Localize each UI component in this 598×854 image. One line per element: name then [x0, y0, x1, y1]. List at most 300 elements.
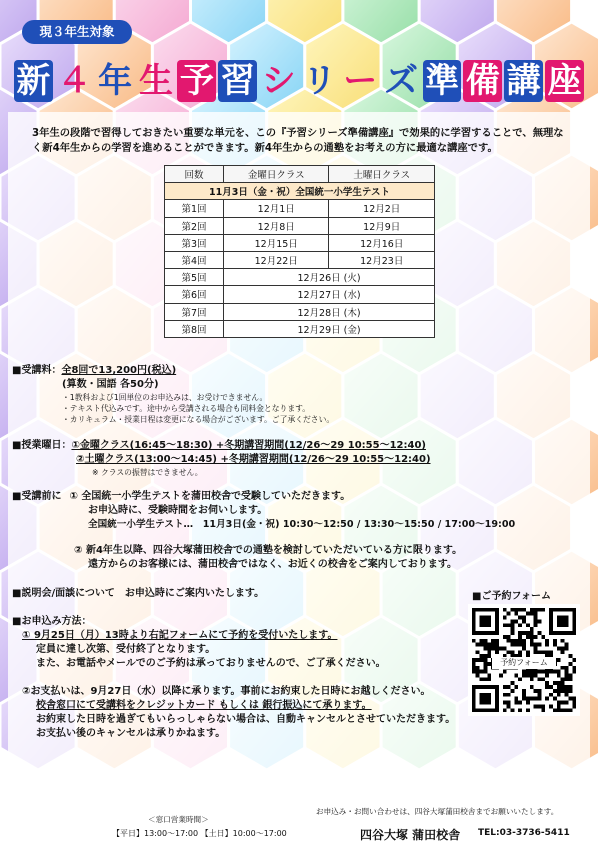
qr-module: [561, 689, 565, 693]
qr-module: [507, 693, 511, 697]
date-cell: 12月2日: [329, 200, 435, 217]
qr-module: [522, 674, 526, 678]
qr-module: [530, 643, 534, 647]
table-row: [165, 234, 435, 251]
qr-module: [534, 650, 538, 654]
qr-module: [545, 643, 549, 647]
qr-module: [530, 608, 534, 612]
qr-module: [565, 701, 569, 705]
qr-module: [514, 639, 518, 643]
qr-module: [553, 689, 557, 693]
qr-module: [534, 643, 538, 647]
qr-module: [534, 689, 538, 693]
target-badge: 現３年生対象: [22, 20, 132, 44]
qr-module: [553, 643, 557, 647]
session-cell: 第7回: [165, 303, 224, 320]
header-cell: 土曜日クラス: [329, 166, 435, 183]
qr-module: [476, 670, 480, 674]
qr-module: [483, 662, 487, 666]
qr-module: [472, 666, 476, 670]
qr-module: [495, 639, 499, 643]
before-section: [12, 490, 572, 572]
qr-module: [541, 608, 545, 612]
session-cell: 第5回: [165, 269, 224, 286]
title-char: ズ: [384, 61, 419, 101]
qr-module: [514, 619, 518, 623]
table-row: [165, 251, 435, 268]
qr-module: [568, 654, 572, 658]
qr-module: [553, 708, 557, 712]
qr-module: [487, 662, 491, 666]
special-event-cell: 11月3日（金・祝）全国統一小学生テスト: [165, 183, 435, 200]
qr-module: [483, 670, 487, 674]
title-char: リ: [302, 61, 337, 101]
qr-module: [503, 685, 507, 689]
qr-module: [480, 654, 484, 658]
fee-value: 全8回で13,200円(税込): [61, 365, 177, 376]
qr-module: [526, 697, 530, 701]
qr-module: [553, 639, 557, 643]
apply-section: [12, 615, 462, 741]
fee-note: ・テキスト代込みです。途中から受講される場合も同料金となります。: [62, 404, 311, 413]
table-row: [165, 286, 435, 303]
qr-module: [510, 623, 514, 627]
qr-module: [476, 643, 480, 647]
qr-module: [572, 697, 576, 701]
qr-module: [530, 670, 534, 674]
qr-module: [534, 670, 538, 674]
table-row: [165, 320, 435, 337]
qr-module: [526, 631, 530, 635]
qr-module: [538, 670, 542, 674]
qr-module: [507, 639, 511, 643]
qr-module: [480, 658, 484, 662]
qr-module: [534, 697, 538, 701]
qr-module: [480, 639, 484, 643]
qr-module: [514, 701, 518, 705]
qr-module: [545, 670, 549, 674]
qr-module: [495, 643, 499, 647]
apply-step-1-detail: 定員に達し次第、受付終了となります。: [36, 644, 216, 655]
qr-module: [568, 674, 572, 678]
qr-module: [541, 635, 545, 639]
qr-module: [522, 693, 526, 697]
qr-module: [518, 650, 522, 654]
qr-module: [545, 697, 549, 701]
qr-module: [530, 639, 534, 643]
qr-module: [518, 708, 522, 712]
date-cell: 12月15日: [224, 234, 329, 251]
qr-module: [557, 646, 561, 650]
qr-module: [518, 643, 522, 647]
qr-module: [565, 670, 569, 674]
qr-module: [518, 616, 522, 620]
qr-module: [503, 670, 507, 674]
qr-module: [491, 639, 495, 643]
qr-module: [565, 674, 569, 678]
qr-module: [565, 693, 569, 697]
qr-module: [538, 608, 542, 612]
date-cell: 12月22日: [224, 251, 329, 268]
intro-text: 3年生の段階で習得しておきたい重要な単元を、この『予習シリーズ準備講座』で効果的に学習することで、無理なく新4年生からの学習を進めることができます。新4年生からの通塾をお考えの方に最適な講座です。: [32, 127, 564, 154]
qr-module: [557, 708, 561, 712]
qr-module: [545, 685, 549, 689]
qr-module: [545, 650, 549, 654]
qr-module: [487, 677, 491, 681]
qr-module: [530, 635, 534, 639]
qr-module: [514, 643, 518, 647]
qr-module: [568, 677, 572, 681]
qr-module: [518, 639, 522, 643]
qr-module: [565, 666, 569, 670]
qr-module: [472, 658, 476, 662]
qr-module: [472, 662, 476, 666]
qr-module: [530, 677, 534, 681]
date-cell: 12月27日 (水): [224, 286, 435, 303]
apply-step-1: ① 9月25日（月）13時より右記フォームにて予約を受付いたします。: [22, 630, 338, 641]
qr-module: [483, 654, 487, 658]
qr-module: [510, 681, 514, 685]
qr-module: [510, 650, 514, 654]
qr-module: [553, 681, 557, 685]
qr-module: [530, 685, 534, 689]
apply-payment: 校舎窓口にて受講料をクレジットカード もしくは 銀行振込にて承ります。: [36, 700, 372, 711]
qr-module: [514, 697, 518, 701]
qr-module: [565, 708, 569, 712]
qr-module: [483, 677, 487, 681]
qr-module: [522, 646, 526, 650]
session-cell: 第2回: [165, 217, 224, 234]
qr-module: [526, 701, 530, 705]
qr-module: [499, 674, 503, 678]
qr-module: [480, 693, 492, 705]
title-char: ー: [343, 61, 378, 101]
qr-module: [491, 643, 495, 647]
phone-number: TEL:03-3736-5411: [478, 828, 570, 838]
qr-module: [557, 689, 561, 693]
qr-module: [541, 650, 545, 654]
qr-module: [572, 701, 576, 705]
qr-module: [530, 674, 534, 678]
qr-module: [534, 635, 538, 639]
qr-module: [549, 670, 553, 674]
qr-module: [568, 708, 572, 712]
school-name: 四谷大塚 蒲田校舎: [360, 828, 461, 842]
title-char: 講: [504, 60, 543, 102]
qr-module: [507, 623, 511, 627]
qr-module: [538, 643, 542, 647]
test-times: 全国統一小学生テスト… 11月3日(金・祝) 10:30～12:50 / 13:30～15:50 / 17:00～19:00: [88, 519, 516, 530]
qr-module: [530, 627, 534, 631]
qr-module: [557, 658, 561, 662]
qr-module: [507, 635, 511, 639]
qr-module: [565, 677, 569, 681]
qr-module: [518, 631, 522, 635]
qr-module: [526, 670, 530, 674]
qr-module: [476, 650, 480, 654]
qr-module: [480, 616, 492, 628]
date-cell: 12月28日 (木): [224, 303, 435, 320]
qr-module: [545, 681, 549, 685]
qr-module: [510, 639, 514, 643]
qr-module: [522, 616, 526, 620]
qr-module: [476, 658, 480, 662]
before-point-2: ② 新4年生以降、四谷大塚蒲田校舎での通塾を検討していただいている方に限ります。: [74, 545, 463, 556]
qr-module: [518, 701, 522, 705]
qr-module: [472, 670, 476, 674]
office-hours: 【平日】13:00～17:00 【土日】10:00～17:00: [112, 829, 287, 838]
qr-module: [476, 674, 480, 678]
qr-module: [557, 670, 561, 674]
qr-module: [483, 658, 487, 662]
qr-module: [565, 689, 569, 693]
qr-module: [487, 643, 491, 647]
qr-module: [538, 697, 542, 701]
qr-module: [518, 608, 522, 612]
qr-module: [522, 689, 526, 693]
qr-module: [557, 685, 561, 689]
qr-module: [526, 635, 530, 639]
classday-label: ■授業曜日：: [12, 440, 72, 451]
apply-step-2: ②お支払いは、9月27日（水）以降に承ります。事前にお約束した日時にお越しください。: [22, 686, 431, 697]
qr-module: [568, 689, 572, 693]
qr-module: [518, 635, 522, 639]
session-cell: 第8回: [165, 320, 224, 337]
qr-module: [480, 643, 484, 647]
qr-module: [572, 670, 576, 674]
qr-module: [530, 697, 534, 701]
qr-module: [507, 685, 511, 689]
qr-module: [518, 623, 522, 627]
fee-section: [12, 364, 572, 425]
title-char: 準: [423, 60, 462, 102]
qr-module: [572, 658, 576, 662]
header-cell: 金曜日クラス: [224, 166, 329, 183]
before-point-1: ① 全国統一小学生テストを蒲田校舎で受験していただきます。: [69, 491, 351, 502]
qr-module: [510, 631, 514, 635]
session-cell: 第4回: [165, 251, 224, 268]
qr-module: [487, 646, 491, 650]
qr-module: [530, 612, 534, 616]
qr-module: [510, 627, 514, 631]
fee-note: ・カリキュラム・授業日程は変更になる場合がございます。ご了承ください。: [62, 415, 335, 424]
qr-module: [514, 674, 518, 678]
qr-module: [538, 619, 542, 623]
qr-module: [557, 616, 569, 628]
qr-module: [503, 701, 507, 705]
fee-label: ■受講料：: [12, 365, 62, 376]
qr-module: [487, 650, 491, 654]
qr-module: [495, 650, 499, 654]
page-title: [14, 60, 584, 106]
before-point-2-detail: 遠方からのお客様には、蒲田校舎ではなく、お近くの校舎をご案内しております。: [88, 559, 457, 570]
qr-module: [526, 708, 530, 712]
date-cell: 12月23日: [329, 251, 435, 268]
qr-module: [534, 704, 538, 708]
qr-module: [541, 704, 545, 708]
date-cell: 12月16日: [329, 234, 435, 251]
fee-subjects: (算数・国語 各50分): [62, 379, 159, 390]
qr-module: [514, 685, 518, 689]
qr-module: [541, 708, 545, 712]
qr-module: [534, 674, 538, 678]
classday-saturday: ②土曜クラス(13:00～14:45) +冬期講習期間(12/26～29 10:55～12:40): [76, 454, 431, 465]
qr-module: [522, 639, 526, 643]
qr-module: [522, 670, 526, 674]
title-char: 新: [14, 60, 53, 102]
title-char: 年: [98, 61, 133, 101]
qr-module: [483, 646, 487, 650]
qr-module: [483, 643, 487, 647]
qr-module: [480, 677, 484, 681]
qr-module: [538, 689, 542, 693]
session-cell: 第3回: [165, 234, 224, 251]
table-row: [165, 200, 435, 217]
qr-module: [514, 612, 518, 616]
qr-module: [572, 666, 576, 670]
qr-module: [499, 646, 503, 650]
qr-module: [553, 697, 557, 701]
qr-module: [549, 685, 553, 689]
qr-module: [561, 681, 565, 685]
contact-note: お申込み・お問い合わせは、四谷大塚蒲田校舎までお願いいたします。: [316, 807, 559, 816]
qr-module: [526, 623, 530, 627]
qr-module: [557, 704, 561, 708]
qr-module: [538, 677, 542, 681]
qr-module: [534, 616, 538, 620]
session-cell: 第6回: [165, 286, 224, 303]
qr-module: [510, 689, 514, 693]
qr-module: [538, 704, 542, 708]
title-char: 予: [177, 60, 216, 102]
classday-note: ※ クラスの振替はできません。: [92, 468, 203, 477]
classday-section: [12, 439, 572, 478]
qr-module: [553, 670, 557, 674]
qr-module: [541, 670, 545, 674]
classday-friday: ①金曜クラス(16:45～18:30) +冬期講習期間(12/26～29 10:55～12:40): [71, 440, 426, 451]
qr-module: [507, 650, 511, 654]
qr-module: [545, 639, 549, 643]
title-char: 備: [463, 60, 502, 102]
hours-title: ＜窓口営業時間＞: [148, 815, 209, 824]
qr-module: [503, 616, 507, 620]
date-cell: 12月26日 (火): [224, 269, 435, 286]
qr-module: [557, 674, 561, 678]
before-label: ■受講前に: [12, 491, 62, 502]
fee-note: ・1教科および1回単位のお申込みは、お受けできません。: [62, 393, 268, 402]
qr-module: [510, 708, 514, 712]
qr-module: [538, 650, 542, 654]
qr-module: [572, 704, 576, 708]
special-event-row: [165, 183, 435, 200]
qr-module: [503, 608, 507, 612]
qr-module: [514, 608, 518, 612]
briefing-line: ■説明会/面談について お申込時にご案内いたします。: [12, 588, 265, 599]
qr-module: [549, 693, 553, 697]
qr-module: [491, 646, 495, 650]
qr-module: [495, 646, 499, 650]
date-cell: 12月29日 (金): [224, 320, 435, 337]
apply-cancel-rule: お約束した日時を過ぎてもいらっしゃらない場合は、自動キャンセルとさせていただきます。: [36, 714, 456, 725]
before-point-1-detail: お申込時に、受験時間をお伺いします。: [88, 505, 268, 516]
qr-module: [480, 670, 484, 674]
qr-module: [568, 685, 572, 689]
qr-module: [565, 685, 569, 689]
title-char: ４: [57, 61, 92, 101]
qr-module: [565, 646, 569, 650]
qr-module: [487, 654, 491, 658]
qr-module: [472, 639, 476, 643]
header-cell: 回数: [165, 166, 224, 183]
qr-module: [549, 650, 553, 654]
qr-module: [510, 608, 514, 612]
qr-module: [534, 608, 538, 612]
qr-title: ■ご予約フォーム: [472, 591, 551, 602]
qr-module: [538, 693, 542, 697]
qr-module: [522, 619, 526, 623]
date-cell: 12月9日: [329, 217, 435, 234]
qr-module: [545, 674, 549, 678]
qr-module: [534, 646, 538, 650]
qr-module: [561, 677, 565, 681]
qr-module: [483, 666, 487, 670]
qr-module: [568, 697, 572, 701]
table-row: [165, 269, 435, 286]
qr-module: [476, 666, 480, 670]
qr-module: [565, 643, 569, 647]
title-char: 生: [139, 61, 173, 101]
qr-module: [530, 631, 534, 635]
qr-module: [503, 623, 507, 627]
qr-module: [503, 693, 507, 697]
title-char: 習: [218, 60, 257, 102]
table-row: [165, 303, 435, 320]
session-cell: 第1回: [165, 200, 224, 217]
qr-module: [483, 639, 487, 643]
qr-module: [534, 623, 538, 627]
qr-module: [561, 650, 565, 654]
qr-module: [557, 693, 561, 697]
date-cell: 12月8日: [224, 217, 329, 234]
apply-step-1-note: また、お電話やメールでのご予約は承っておりませんので、ご了承ください。: [36, 658, 386, 669]
qr-module: [561, 708, 565, 712]
qr-module: [561, 666, 565, 670]
schedule-table: [164, 165, 435, 338]
qr-module: [561, 639, 565, 643]
qr-module: [526, 674, 530, 678]
table-header-row: [165, 166, 435, 183]
qr-module: [561, 685, 565, 689]
date-cell: 12月1日: [224, 200, 329, 217]
qr-module: [522, 697, 526, 701]
qr-module: [503, 635, 507, 639]
apply-cancel-note: お支払い後のキャンセルは承りかねます。: [36, 728, 226, 739]
qr-module: [534, 612, 538, 616]
title-char: 座: [545, 60, 584, 102]
qr-module: [568, 662, 572, 666]
qr-module: [507, 704, 511, 708]
qr-module: [510, 619, 514, 623]
qr-module: [526, 612, 530, 616]
qr-module: [507, 701, 511, 705]
qr-module: [522, 643, 526, 647]
qr-module: [518, 677, 522, 681]
qr-module: [538, 631, 542, 635]
qr-module: [522, 631, 526, 635]
qr-module: [561, 701, 565, 705]
qr-module: [503, 708, 507, 712]
qr-module: [503, 646, 507, 650]
